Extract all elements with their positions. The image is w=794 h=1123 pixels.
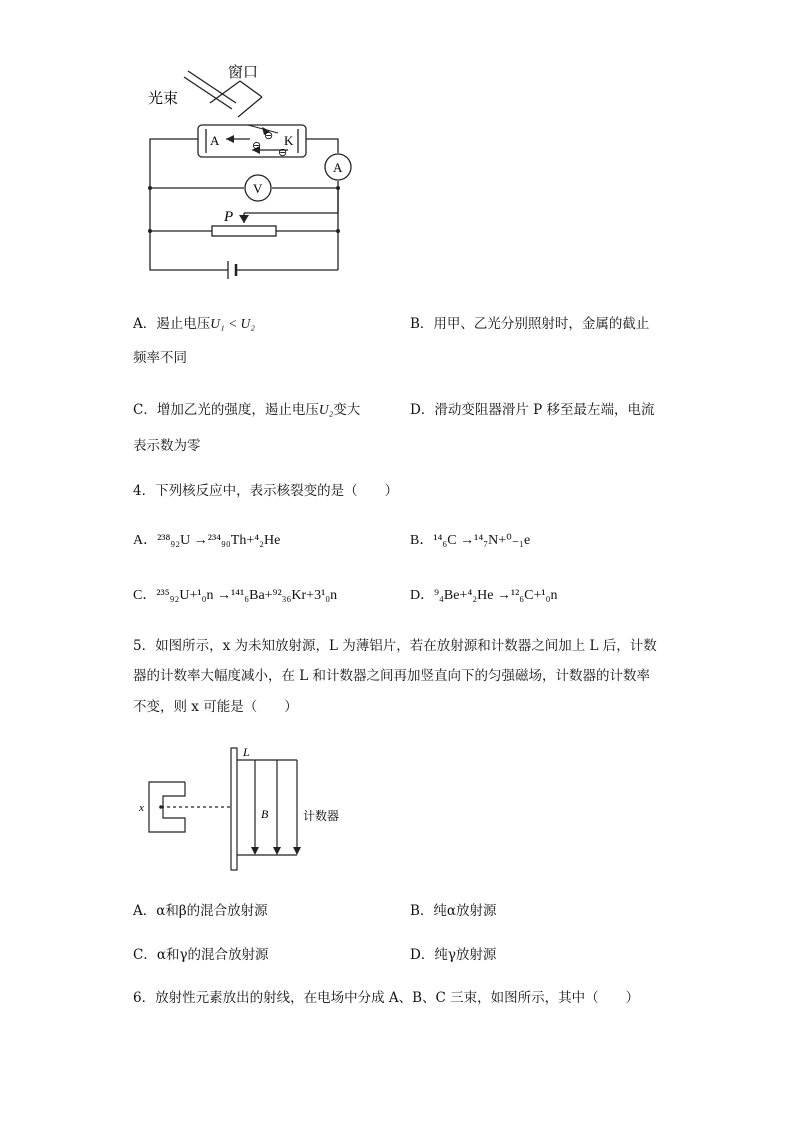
q5-option-c: C．α和γ的混合放射源 [133, 947, 269, 963]
voltmeter-label: V [253, 181, 263, 196]
q5-option-a: A．α和β的混合放射源 [133, 903, 268, 919]
electron-symbol: ⊖ [252, 140, 262, 152]
q3-option-d-line1: D．滑动变阻器滑片 P 移至最左端，电流 [410, 402, 655, 418]
figure-label-beam: 光束 [148, 91, 179, 107]
q3-option-b-line2: 频率不同 [133, 350, 187, 366]
fig-label-counter: 计数器 [303, 809, 340, 823]
figure-label-cathode: K [284, 133, 294, 148]
q3-option-c-suffix: 变大 [333, 402, 361, 418]
q3-option-c-math: U₂ [318, 402, 334, 417]
fig-label-B: B [261, 807, 269, 821]
q5-stem-line2: 器的计数率大幅度减小，在 L 和计数器之间再加竖直向下的匀强磁场，计数器的计数率 [133, 668, 651, 684]
q5-stem-line1: 5．如图所示，x 为未知放射源，L 为薄铝片，若在放射源和计数器之间加上 L 后，计数 [133, 638, 657, 654]
q5-stem-line3: 不变，则 x 可能是（ ） [133, 699, 298, 715]
q3-option-a-text: A．遏止电压 [133, 316, 211, 332]
electron-symbol: ⊖ [264, 130, 274, 142]
q4-option-d: D．⁹₄Be+⁴₂He →¹²₆C+¹₀n [410, 588, 558, 603]
q4-stem: 4．下列核反应中，表示核裂变的是（ ） [133, 483, 399, 499]
fig-label-x: x [139, 802, 144, 814]
q3-option-b-line1: B．用甲、乙光分别照射时，金属的截止 [410, 316, 650, 332]
q5-option-d: D．纯γ放射源 [410, 947, 497, 963]
q4-option-c: C．²³⁵₉₂U+¹₀n →¹⁴¹₆Ba+⁹²₃₆Kr+3¹₀n [133, 588, 338, 603]
q4-option-a: A．²³⁸₉₂U →²³⁴₉₀Th+⁴₂He [133, 533, 281, 548]
electron-symbol: ⊖ [278, 147, 288, 159]
q4-option-b: B．¹⁴₆C →¹⁴₇N+⁰₋₁e [410, 533, 531, 548]
q6-stem: 6．放射性元素放出的射线，在电场中分成 A、B、C 三束，如图所示，其中（ ） [133, 990, 640, 1006]
figure-label-window: 窗口 [228, 65, 259, 81]
slider-label: P [224, 209, 234, 225]
fig-label-L: L [243, 745, 250, 759]
radiation-counter-figure [135, 740, 355, 875]
ammeter-label: A [333, 160, 343, 175]
q5-option-b: B．纯α放射源 [410, 903, 497, 919]
q3-option-d-line2: 表示数为零 [133, 438, 201, 454]
q3-option-c-text: C．增加乙光的强度，遏止电压 [133, 402, 319, 418]
q3-option-a-math: U₁ < U₂ [210, 316, 255, 331]
q3-option-a [133, 314, 255, 334]
photoelectric-circuit-figure [140, 55, 380, 280]
q3-option-c [133, 400, 360, 420]
figure-label-anode: A [210, 133, 220, 148]
